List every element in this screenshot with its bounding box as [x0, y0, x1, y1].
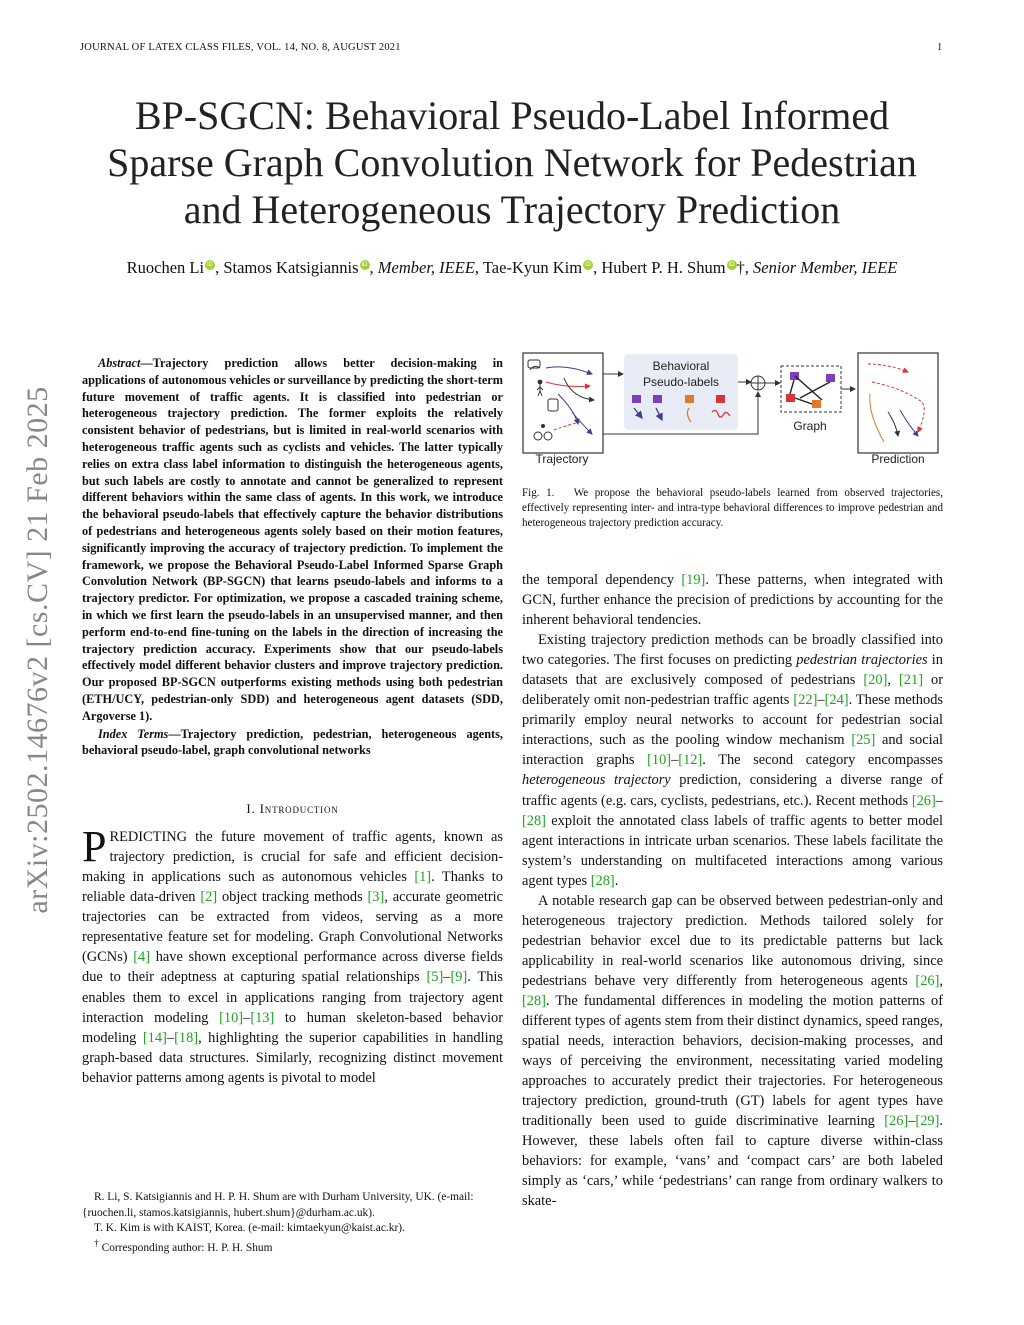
citation-link[interactable]: [12] [678, 752, 703, 769]
intro-paragraph [82, 822, 504, 1088]
author-name: Ruochen Li [126, 258, 205, 277]
title-line-3: and Heterogeneous Trajectory Prediction [183, 187, 841, 232]
text-run: . Thanks to reliable data-driven [82, 869, 503, 906]
citation-link[interactable]: [20] [863, 672, 888, 689]
citation-link[interactable]: [26] [915, 972, 940, 989]
author-name: Hubert P. H. Shum [601, 258, 726, 277]
citation-link[interactable]: [19] [681, 572, 706, 588]
text-run: , highlighting the superior capabilities in handling graph-based data structures. Similarly, recognizing distinct movement behavior patterns among agents is pivotal to model [82, 1029, 503, 1086]
citation-link[interactable]: [2] [200, 889, 218, 906]
index-terms-text: —Trajectory prediction, pedestrian, heterogeneous agents, behavioral pseudo-label, graph convolutional networks [82, 726, 503, 758]
label-square-purple [653, 395, 662, 403]
dagger-mark: † [736, 258, 745, 277]
label-square-orange [685, 395, 694, 403]
text-run: to human skeleton-based behavior modeling [82, 1009, 503, 1046]
citation-link[interactable]: [10] [219, 1009, 244, 1026]
citation-link[interactable]: [4] [133, 949, 151, 966]
caption-label: Fig. 1. [522, 487, 555, 499]
index-terms-label: Index Terms [98, 726, 169, 741]
citation-link[interactable]: [28] [522, 992, 546, 1009]
citation-link[interactable]: [24] [824, 692, 849, 709]
text-run: or deliberately omit non-pedestrian traffic agents [522, 672, 944, 709]
author-role: Senior Member, IEEE [753, 258, 898, 277]
text-run: . [614, 872, 619, 889]
citation-link[interactable]: [21] [899, 672, 923, 689]
orcid-icon[interactable]: iD [583, 260, 593, 270]
left-column [82, 355, 503, 1088]
text-run: . The second category encompasses [702, 752, 943, 769]
orcid-icon[interactable]: iD [360, 260, 370, 270]
intro-left-body [82, 822, 504, 1088]
figure-diagram [522, 352, 943, 470]
prediction-panel [858, 353, 938, 466]
title-line-1: BP-SGCN: Behavioral Pseudo-Label Informed [134, 93, 890, 138]
graph-label: Graph [793, 419, 827, 433]
graph-node-purple [826, 374, 835, 382]
citation-link[interactable]: [28] [590, 872, 615, 889]
intro-paragraph [522, 570, 943, 630]
text-run: . These patterns, when integrated with GCN, further enhance the precision of predictions by accounting for the inherent behavioral tendencies. [522, 572, 943, 629]
citation-link[interactable]: [13] [250, 1009, 275, 1026]
text-run: A notable research gap can be observed between pedestrian-only and heterogeneous trajectory prediction. Methods tailored solely for pedestrian behavior excel due to its predictable patterns but lack applicability in real-world scenarios like autonomous driving, since pedestrians behave very differently from heterogeneous agents [522, 892, 943, 989]
intro-right-body [522, 570, 943, 1212]
intro-paragraph [522, 891, 943, 1212]
citation-link[interactable]: [28] [522, 812, 546, 829]
prediction-label: Prediction [871, 452, 925, 466]
text-run: exploit the annotated class labels of traffic agents to better model agent interactions in intricate urban scenarios. These labels facilitate the system’s understanding on multifaceted interactions among various agent types [522, 812, 943, 889]
text-run: , accurate geometric trajectories can be extracted from videos, serving as a more representative feature set for modeling. Graph Convolutional Networks (GCNs) [82, 889, 503, 966]
pseudo-label-title-2: Pseudo-labels [642, 375, 720, 389]
author-name: Tae-Kyun Kim [482, 258, 583, 277]
text-run: . These methods primarily employ neural networks to account for pedestrian social interactions, such as the pooling window mechanism [522, 692, 943, 749]
text-run: – [443, 969, 451, 986]
citation-link[interactable]: [29] [915, 1113, 940, 1130]
citation-link[interactable]: [14] [142, 1029, 167, 1046]
drop-cap: P [82, 822, 107, 872]
pseudo-label-title-1: Behavioral [652, 359, 710, 373]
paper-title [60, 92, 964, 233]
footnote-text: Corresponding author: H. P. H. Shum [98, 1241, 273, 1254]
abstract-text: —Trajectory prediction allows better decision-making in applications of autonomous vehicles or surveillance by predicting the short-term future movement of traffic agents. It is classified into pedestrian or heterogeneous trajectory prediction. The former exploits the relatively consistent behavior of pedestrians, but is limited in real-world scenarios with heterogeneous traffic agents such as cyclists and vehicles. The latter typically relies on extra class label information to distinguish the heterogeneous agents, but such labels are costly to annotate and cannot be generalized to represent different behaviors within the same class of agents. In this work, we introduce the behavioral pseudo-labels that effectively capture the behavior distributions of pedestrians and heterogeneous agents solely based on their motion features, significantly improving the accuracy of trajectory prediction. To implement the framework, we propose the Behavioral Pseudo-Label Informed Sparse Graph Convolution Network (BP-SGCN) that learns pseudo-labels and informs to a trajectory predictor. For optimization, we propose a cascaded training scheme, in which we first learn the pseudo-labels in an unsupervised manner, and then perform end-to-end fine-tuning on the labels in the direction of increasing the trajectory prediction accuracy. Experiments show that our pseudo-labels effectively model different behavior clusters and improve trajectory prediction. Our proposed BP-SGCN outperforms existing methods using both pedestrian (ETH/UCY, pedestrian-only SDD) and heterogeneous agent datasets (SDD, Argoverse 1). [82, 356, 503, 723]
citation-link[interactable]: [9] [450, 969, 468, 986]
orcid-icon[interactable]: iD [727, 260, 737, 270]
text-run: the temporal dependency [522, 572, 682, 588]
author-role: Member, IEEE [377, 258, 475, 277]
trajectory-panel [523, 353, 603, 466]
text-run: the future movement of traffic agents, known as trajectory prediction, is crucial for safe and efficient decision-making in applications such as autonomous vehicles [82, 829, 503, 886]
arxiv-id: arXiv:2502.14676v2 [cs.CV] 21 Feb 2025 [21, 386, 54, 914]
page-number: 1 [937, 42, 943, 53]
intro-paragraph [522, 630, 943, 891]
cyclist-icon [541, 424, 545, 428]
section-numeral: I. [246, 801, 256, 817]
graph-node-red [786, 394, 795, 402]
label-square-purple [632, 395, 641, 403]
text-run: , [939, 972, 943, 989]
footnotes [82, 1190, 503, 1256]
emphasis-text: pedestrian trajectories [796, 652, 928, 669]
text-run: . However, these labels often fail to capture diverse within-class behaviors: for example, ‘vans’ and ‘compact cars’ are both labeled simply as ‘cars,’ while ‘pedestrians’ can range from ordinary walkers to skate- [522, 1113, 943, 1210]
author-list: Ruochen Li iD , Stamos Katsigiannis iD , Member, IEEE, Tae-Kyun Kim iD , Hubert P. H. Shum iD †, Senior Member, IEEE [126, 258, 898, 277]
author-name: Stamos Katsigiannis [223, 258, 359, 277]
graph-edge [790, 376, 830, 404]
text-run: in datasets that are exclusively composed of pedestrians [522, 652, 943, 689]
citation-link[interactable]: [5] [426, 969, 444, 986]
pedestrian-icon [538, 380, 543, 385]
text-run: prediction, considering a diverse range of traffic agents (e.g. cars, cyclists, pedestrians, etc.). Recent methods [522, 772, 944, 809]
citation-link[interactable]: [25] [851, 732, 876, 749]
graph-panel [781, 366, 855, 433]
footnote-corresponding [82, 1237, 503, 1256]
section-heading [82, 801, 503, 817]
footnote-affiliation: T. K. Kim is with KAIST, Korea. (e-mail: kimtaekyun@kaist.ac.kr). [94, 1222, 405, 1234]
citation-link[interactable]: [3] [367, 889, 385, 906]
graph-node-orange [812, 400, 821, 408]
text-run: – [935, 792, 943, 809]
abstract-label: Abstract [98, 356, 141, 370]
text-run: – [166, 1029, 175, 1046]
citation-link[interactable]: [1] [414, 869, 432, 886]
caption-text: We propose the behavioral pseudo-labels learned from observed trajectories, effectively representing inter- and intra-type behavioral differences to improve pedestrian and heterogeneous trajectory prediction accuracy. [522, 487, 943, 529]
text-run: – [908, 1113, 916, 1130]
figure-1 [522, 352, 943, 470]
trajectory-label: Trajectory [535, 452, 589, 466]
text-run: – [243, 1009, 251, 1026]
label-square-red [716, 395, 725, 403]
figure-caption [522, 486, 943, 531]
citation-link[interactable]: [10] [647, 752, 672, 769]
text-run: – [671, 752, 679, 769]
text-run: . The fundamental differences in modeling the motion patterns of different types of agents stem from their distinct dynamics, speed ranges, spatial needs, interaction behaviors, decision-making processes, and ways of perceiving the environment, necessitating varied modeling approaches to accurately predict their trajectories. For heterogeneous trajectory prediction, ground-truth (GT) labels for agent types have traditionally been used to guide discriminative learning [522, 992, 943, 1130]
title-line-2: Sparse Graph Convolution Network for Pedestrian [107, 140, 917, 185]
orcid-icon[interactable]: iD [205, 260, 215, 270]
text-run: . This enables them to excel in applications ranging from trajectory agent interaction modeling [82, 969, 504, 1026]
lead-word: REDICTING [109, 829, 188, 846]
dagger-mark: † [94, 1238, 99, 1249]
text-run: , [887, 672, 900, 689]
text-run: object tracking methods [217, 889, 368, 906]
footnote-affiliation: R. Li, S. Katsigiannis and H. P. H. Shum are with Durham University, UK. (e-mail: {ruochen.li, stamos.katsigiannis, hubert.shum}@durham.ac.uk). [82, 1191, 474, 1219]
index-terms [82, 726, 503, 760]
text-run: and social interaction graphs [522, 732, 943, 769]
citation-link[interactable]: [22] [793, 692, 818, 709]
emphasis-text: heterogeneous trajectory [522, 772, 671, 789]
running-header: JOURNAL OF LATEX CLASS FILES, VOL. 14, NO. 8, AUGUST 2021 [80, 42, 401, 53]
arxiv-stamp [14, 360, 62, 940]
section-title: Introduction [259, 801, 339, 817]
text-run: Existing trajectory prediction methods can be broadly classified into two categories. The first focuses on predicting [522, 632, 943, 669]
abstract [82, 355, 503, 725]
text-run: – [817, 692, 825, 709]
text-run: have shown exceptional performance across diverse fields due to their adeptness at capturing spatial relationships [82, 949, 503, 986]
citation-link[interactable]: [26] [884, 1113, 909, 1130]
citation-link[interactable]: [18] [174, 1029, 199, 1046]
citation-link[interactable]: [26] [911, 792, 936, 809]
pseudo-label-panel [624, 354, 738, 430]
